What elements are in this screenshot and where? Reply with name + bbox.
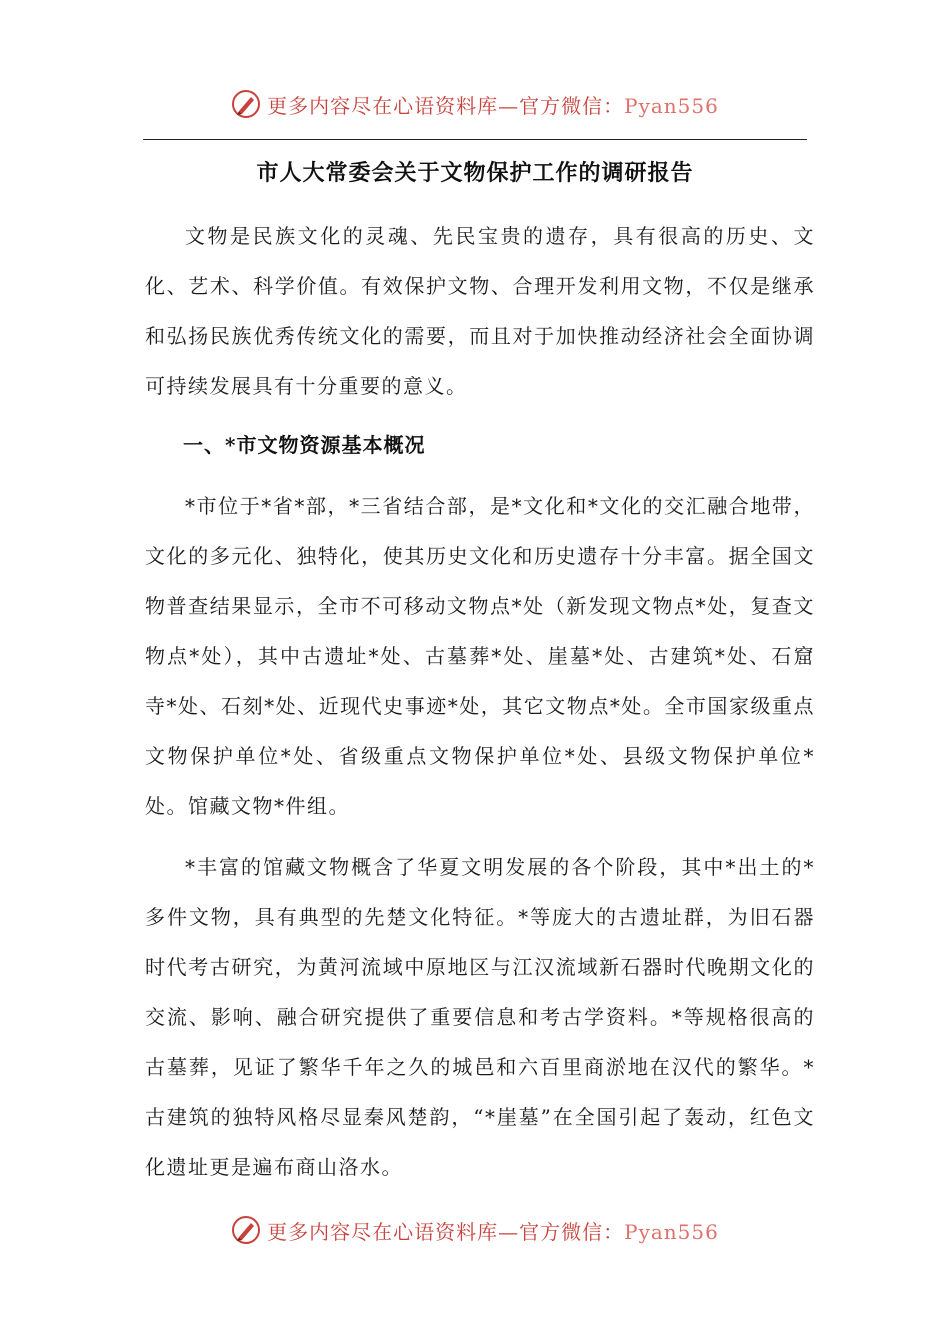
pen-logo-icon xyxy=(231,1215,261,1245)
intro-paragraph: 文物是民族文化的灵魂、先民宝贵的遗存，具有很高的历史、文化、艺术、科学价值。有效保护文物、合理开发利用文物，不仅是继承和弘扬民族优秀传统文化的需要，而且对于加快推动经济社会全面协调可持续发展具有十分重要的意义。 xyxy=(145,224,815,398)
wechat-id: Pyan556 xyxy=(624,93,719,118)
watermark-text: 更多内容尽在心语资料库—官方微信：Pyan556 xyxy=(267,1219,719,1244)
watermark-text: 更多内容尽在心语资料库—官方微信：Pyan556 xyxy=(267,93,719,118)
wechat-id: Pyan556 xyxy=(624,1219,719,1244)
section-1-paragraph-2-block xyxy=(145,842,815,1192)
section-heading: 一、*市文物资源基本概况 xyxy=(183,433,426,457)
intro-paragraph-block xyxy=(145,211,815,411)
document-title: 市人大常委会关于文物保护工作的调研报告 xyxy=(256,160,694,186)
footer-watermark-banner xyxy=(0,1210,950,1250)
section-1-paragraph-1-block xyxy=(145,481,815,831)
pen-logo-icon xyxy=(231,89,261,119)
section-1-paragraph-2: *丰富的馆藏文物概含了华夏文明发展的各个阶段，其中*出土的*多件文物，具有典型的先楚文化特征。*等庞大的古遗址群，为旧石器时代考古研究，为黄河流域中原地区与江汉流域新石器时代晚期文化的交流、影响、融合研究提供了重要信息和考古学资料。*等规格很高的古墓葬，见证了繁华千年之久的城邑和六百里商淤地在汉代的繁华。*古建筑的独特风格尽显秦风楚韵，“*崖墓”在全国引起了轰动，红色文化遗址更是遍布商山洛水。 xyxy=(145,855,815,1179)
section-1-paragraph-1: *市位于*省*部，*三省结合部，是*文化和*文化的交汇融合地带，文化的多元化、独特化，使其历史文化和历史遗存十分丰富。据全国文物普查结果显示，全市不可移动文物点*处（新发现文物点*处，复查文物点*处），其中古遗址*处、古墓葬*处、崖墓*处、古建筑*处、石窟寺*处、石刻*处、近现代史事迹*处，其它文物点*处。全市国家级重点文物保护单位*处、省级重点文物保护单位*处、县级文物保护单位*处。馆藏文物*件组。 xyxy=(145,494,815,818)
header-divider xyxy=(143,139,807,140)
header-watermark-banner xyxy=(0,84,950,124)
